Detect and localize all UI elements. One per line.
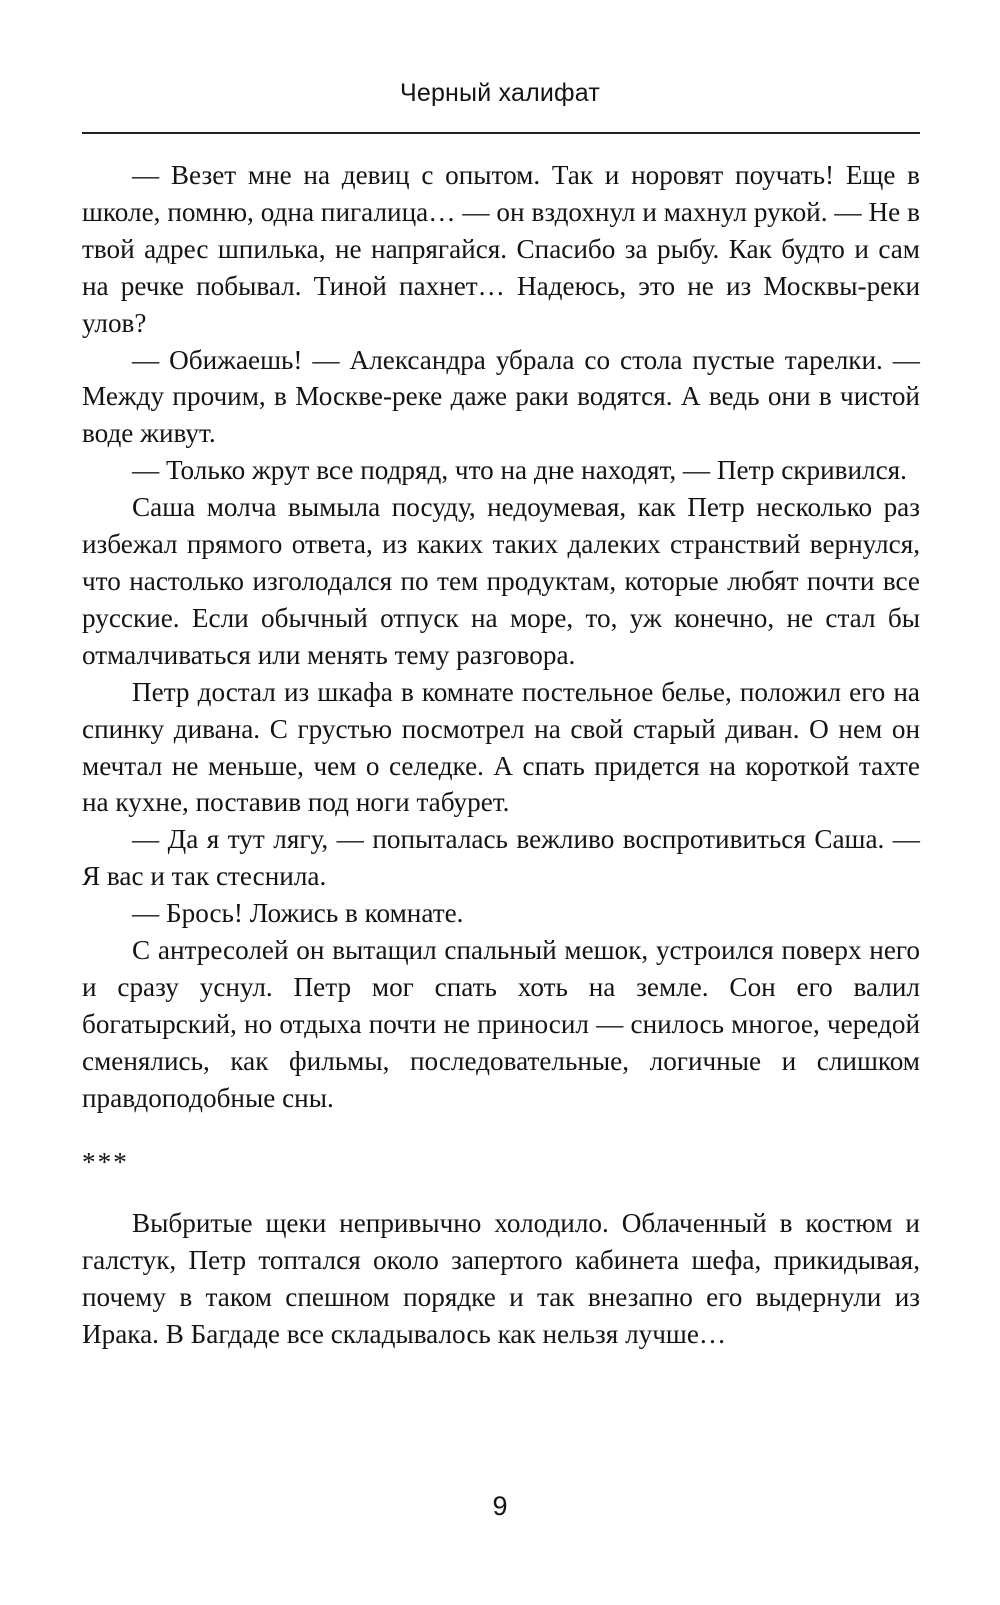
paragraph: С антресолей он вытащил спальный мешок, устроился поверх него и сразу уснул. Петр мог спать хоть на земле. Сон его валил богатырский, но отдыха почти не приносил — снилось многое, чередой сменялись, как фильмы, последовательные, логичные и слишком правдоподобные сны. bbox=[82, 935, 920, 1113]
paragraph: Саша молча вымыла посуду, недоумевая, как Петр несколько раз избежал прямого ответа, из каких таких далеких странствий вернулся, что настолько изголодался по тем продуктам, которые любят почти все русские. Если обычный отпуск на море, то, уж конечно, не стал бы отмалчиваться или менять тему разговора. bbox=[82, 492, 920, 670]
page-number: 9 bbox=[492, 1491, 508, 1521]
paragraph: — Да я тут лягу, — попыталась вежливо воспротивиться Саша. — Я вас и так стеснила. bbox=[82, 824, 920, 892]
header-rule bbox=[82, 132, 920, 134]
running-title: Черный халифат bbox=[399, 79, 600, 107]
paragraph: Петр достал из шкафа в комнате постельное белье, положил его на спинку дивана. С грустью посмотрел на свой старый диван. О нем он мечтал не меньше, чем о селедке. А спать придется на короткой тахте на кухне, поставив под ноги табурет. bbox=[82, 676, 920, 818]
paragraph: — Везет мне на девиц с опытом. Так и норовят поучать! Еще в школе, помню, одна пигалица… — он вздохнул и махнул рукой. — Не в твой адрес шпилька, не напрягайся. Спасибо за рыбу. Как будто и сам на речке побывал. Тиной пахнет… Надеюсь, это не из Москвы-реки улов? bbox=[82, 160, 920, 338]
section-break: *** bbox=[82, 1146, 129, 1177]
body-text bbox=[82, 157, 920, 1353]
paragraph: — Обижаешь! — Александра убрала со стола пустые тарелки. — Между прочим, в Москве-реке даже раки водятся. А ведь они в чистой воде живут. bbox=[82, 344, 920, 449]
paragraph: Выбритые щеки непривычно холодило. Облаченный в костюм и галстук, Петр топтался около запертого кабинета шефа, прикидывая, почему в таком спешном порядке и так внезапно его выдернули из Ирака. В Багдаде все складывалось как нельзя лучше… bbox=[82, 1208, 920, 1350]
paragraph: — Брось! Ложись в комнате. bbox=[132, 898, 464, 929]
paragraph: — Только жрут все подряд, что на дне находят, — Петр скривился. bbox=[132, 455, 907, 486]
